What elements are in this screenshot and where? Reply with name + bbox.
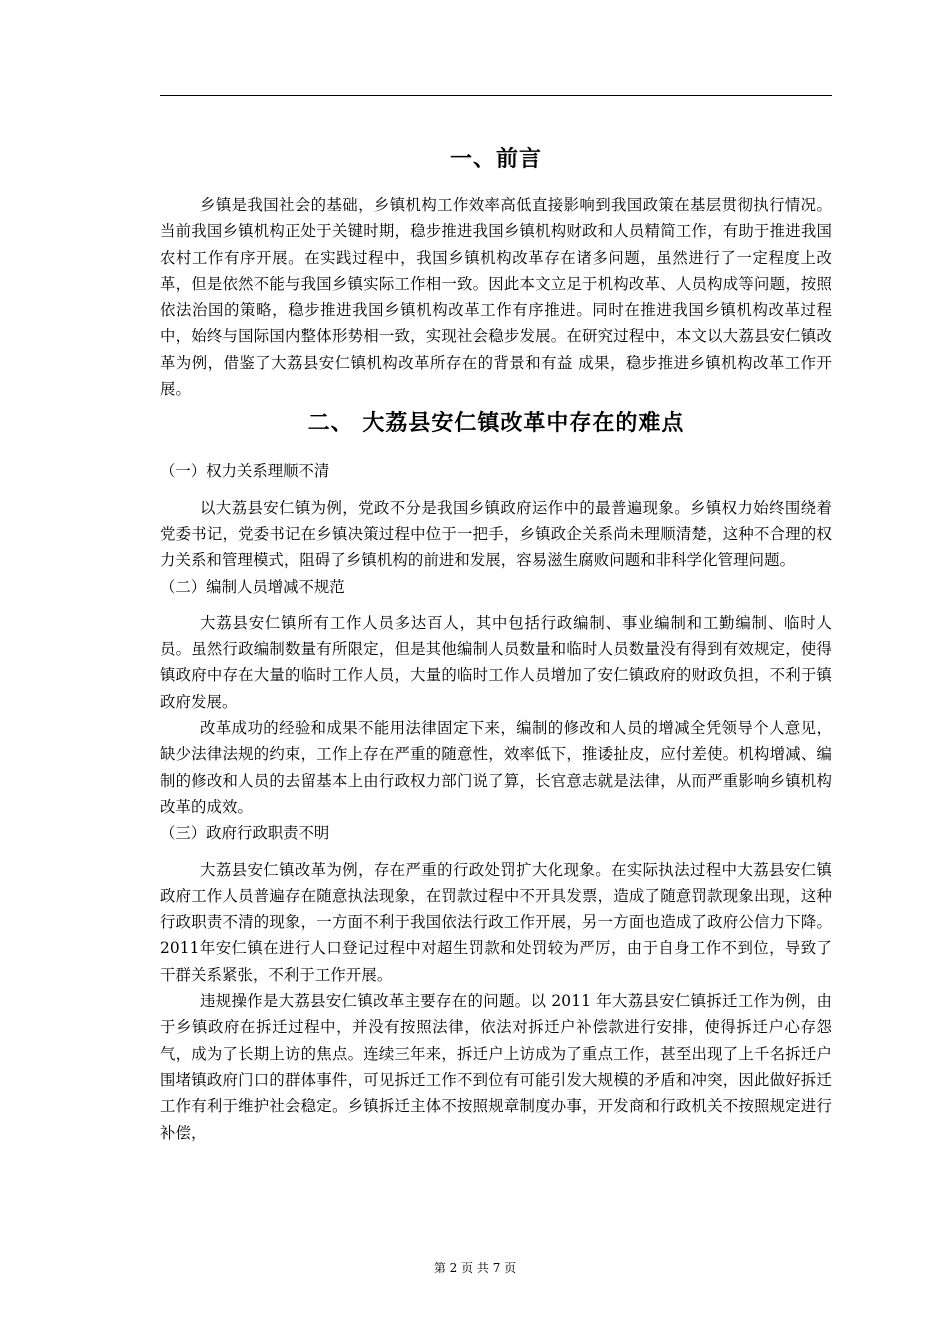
preface-paragraph: 乡镇是我国社会的基础，乡镇机构工作效率高低直接影响到我国政策在基层贯彻执行情况。当前我国乡镇机构正处于关键时期，稳步推进我国乡镇机构财政和人员精简工作，有助于推进我国农村工作有序开展。在实践过程中，我国乡镇机构改革存在诸多问题，虽然进行了一定程度上改革，但是依然不能与我国乡镇实际工作相一致。因此本文立足于机构改革、人员构成等问题，按照依法治国的策略，稳步推进我国乡镇机构改革工作有序推进。同时在推进我国乡镇机构改革过程中，始终与国际国内整体形势相一致，实现社会稳步发展。在研究过程中，本文以大荔县安仁镇改革为例，借鉴了大荔县安仁镇机构改革所存在的背景和有益 成果，稳步推进乡镇机构改革工作开展。 — [160, 196, 832, 399]
body-paragraph: 违规操作是大荔县安仁镇改革主要存在的问题。以 2011 年大荔县安仁镇拆迁工作为例，由于乡镇政府在拆迁过程中，并没有按照法律，依法对拆迁户补偿款进行安排，使得拆迁户心存怨气，成为了长期上访的焦点。连续三年来，拆迁户上访成为了重点工作，甚至出现了上千名拆迁户围堵镇政府门口的群体事件，可见拆迁工作不到位有可能引发大规模的矛盾和冲突，因此做好拆迁工作有利于维护社会稳定。乡镇拆迁主体不按照规章制度办事，开发商和行政机关不按照规定进行补偿， — [160, 992, 832, 1142]
section-heading-preface: 一、前言 — [449, 147, 542, 172]
section-heading-difficulties: 二、 大荔县安仁镇改革中存在的难点 — [307, 411, 685, 437]
page-body — [160, 140, 832, 1146]
header-rule — [160, 95, 832, 96]
body-paragraph: 改革成功的经验和成果不能用法律固定下来，编制的修改和人员的增减全凭领导个人意见，缺少法律法规的约束，工作上存在严重的随意性，效率低下，推诿扯皮，应付差使。机构增减、编制的修改和人员的去留基本上由行政权力部门说了算，长官意志就是法律，从而严重影响乡镇机构改革的成效。 — [160, 719, 832, 816]
body-paragraph: 大荔县安仁镇改革为例，存在严重的行政处罚扩大化现象。在实际执法过程中大荔县安仁镇政府工作人员普遍存在随意执法现象，在罚款过程中不开具发票，造成了随意罚款现象出现，这种行政职责不清的现象，一方面不利于我国依法行政工作开展，另一方面也造成了政府公信力下降。2011年安仁镇在进行人口登记过程中对超生罚款和处罚较为严厉，由于自身工作不到位，导致了干群关系紧张，不利于工作开展。 — [160, 860, 832, 984]
body-paragraph: 以大荔县安仁镇为例，党政不分是我国乡镇政府运作中的最普遍现象。乡镇权力始终围绕着党委书记，党委书记在乡镇决策过程中位于一把手，乡镇政企关系尚未理顺清楚，这种不合理的权力关系和管理模式，阻碍了乡镇机构的前进和发展，容易滋生腐败问题和非科学化管理问题。 — [160, 498, 832, 570]
body-paragraph: 大荔县安仁镇所有工作人员多达百人，其中包括行政编制、事业编制和工勤编制、临时人员。虽然行政编制数量有所限定，但是其他编制人员数量和临时人员数量没有得到有效规定，使得镇政府中存在大量的临时工作人员，大量的临时工作人员增加了安仁镇政府的财政负担，不利于镇政府发展。 — [160, 613, 832, 711]
page-number: 第 2 页 共 7 页 — [433, 1261, 517, 1275]
subsection-title-staffing: （二）编制人员增减不规范 — [160, 577, 345, 596]
subsection-title-admin-duties: （三）政府行政职责不明 — [160, 824, 330, 843]
subsection-title-power-relations: （一）权力关系理顺不清 — [160, 462, 330, 481]
